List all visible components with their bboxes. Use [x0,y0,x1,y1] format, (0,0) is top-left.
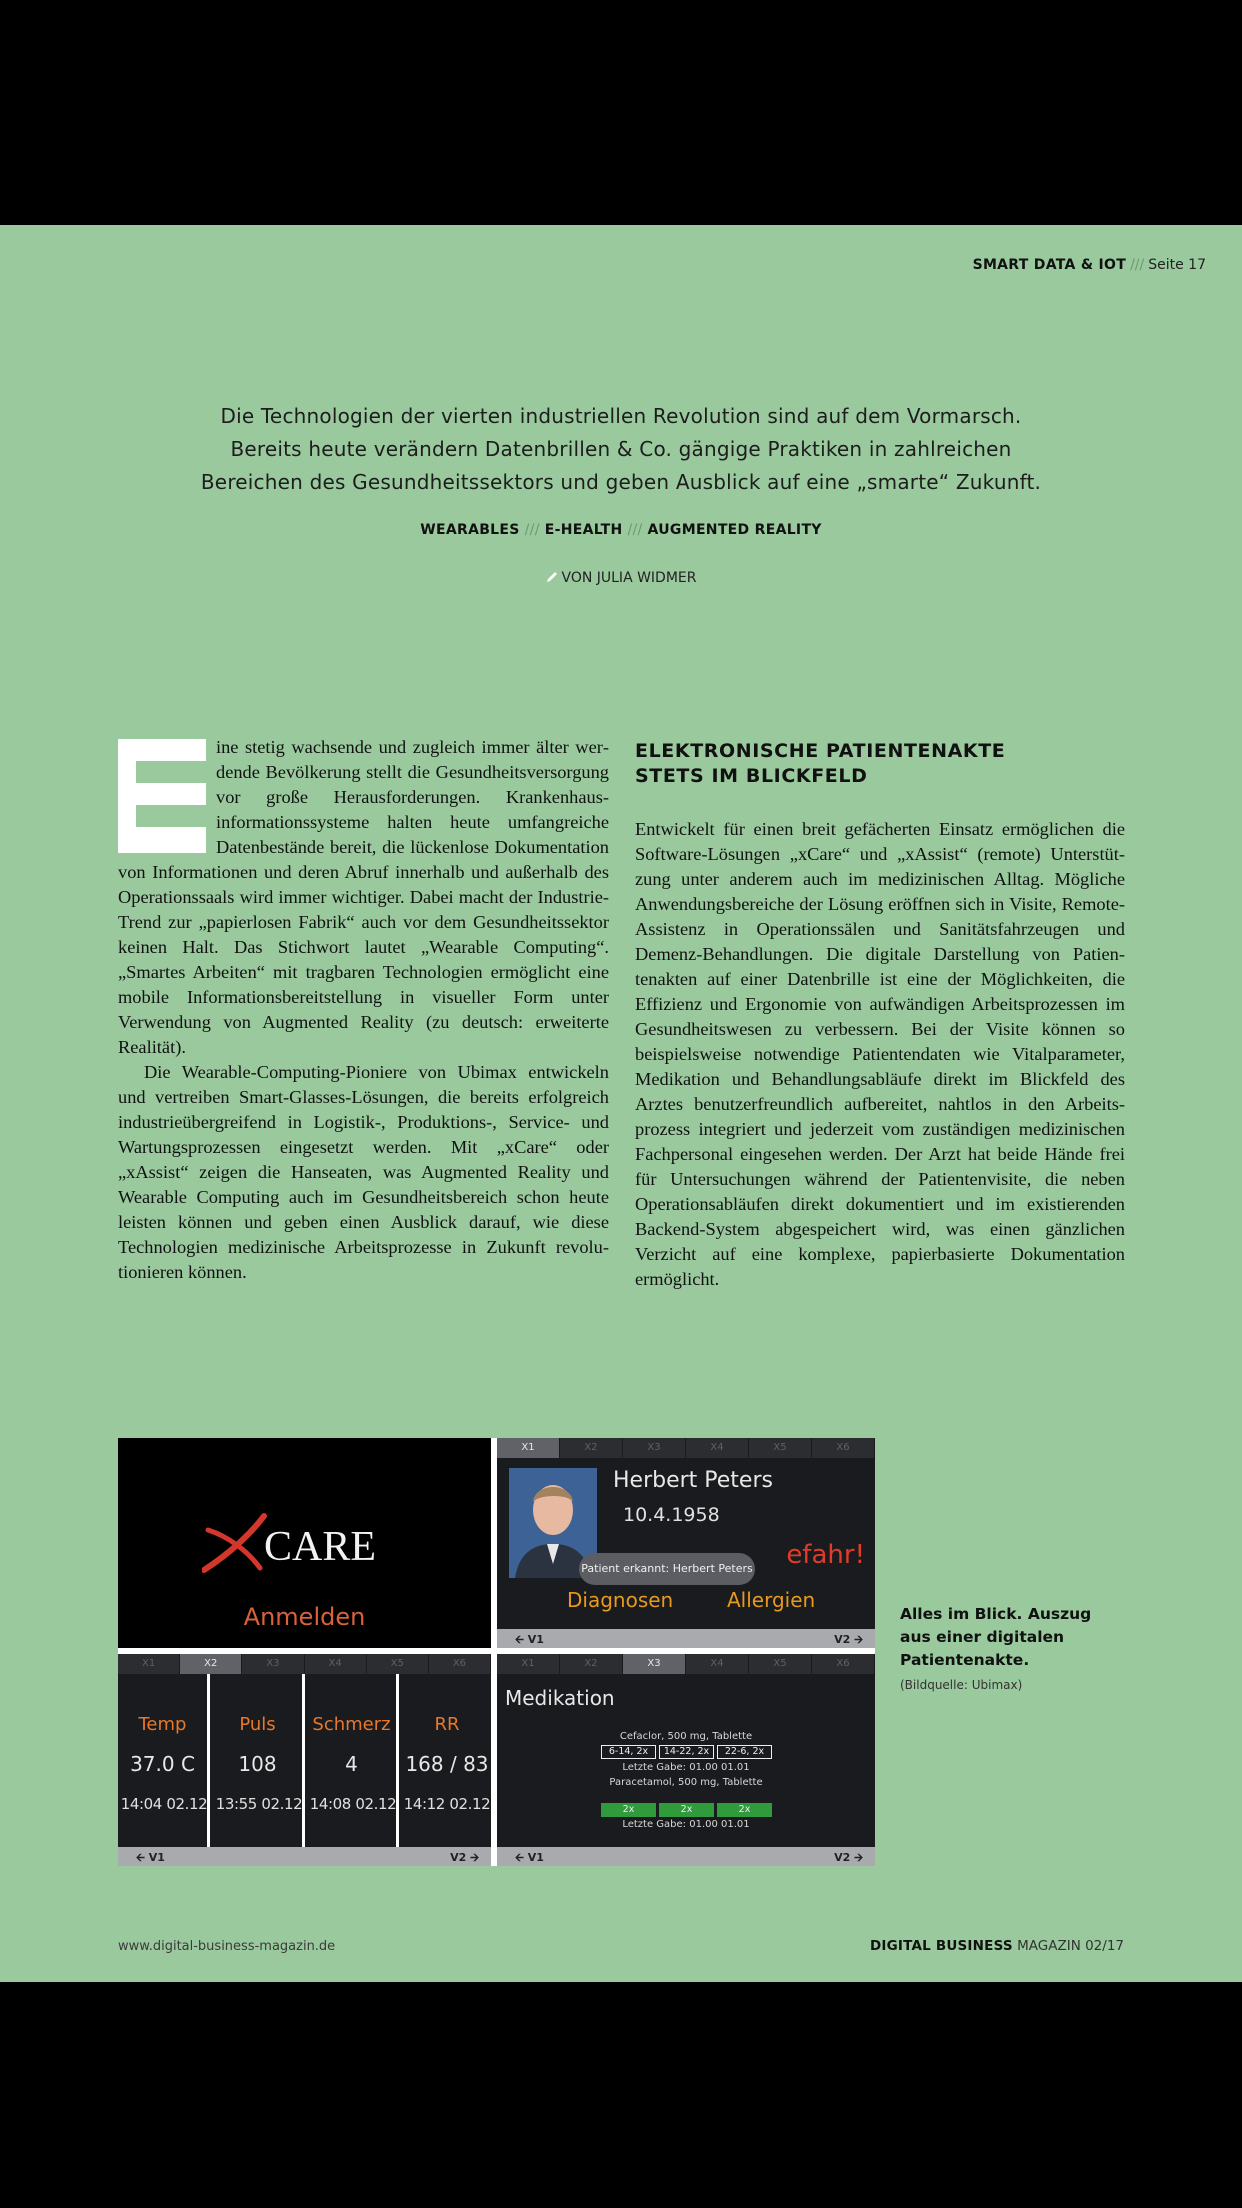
vital-value: 37.0 C [130,1752,195,1776]
tab-x2[interactable]: X2 [560,1438,623,1458]
screen-nav [497,1629,875,1648]
magazine-name: DIGITAL BUSINESS [870,1938,1013,1954]
medication-screen [497,1654,875,1866]
allergies-link[interactable]: Allergien [727,1588,816,1612]
tag: AUGMENTED REALITY [647,522,822,538]
page-number: Seite 17 [1148,257,1206,273]
paragraph: Die Wearable-Computing-Pioniere von Ubimax entwickeln und vertreiben Smart-Glasses-Lösungen, die bereits erfolgreich industrieübergreifend in Logistik-, Produktions-, Service- und Wartungsprozessen eingesetzt werden. Mit „xCare“ oder „xAssist“ zeigen die Hanseaten, was Augmented Reality und Wearable Computing auch im Gesundheitsbereich schon heute leisten können und geben einen Ausblick darauf, wie diese Technologien medizinische Arbeitsprozesse in Zukunft revolutionieren können. [118,1062,609,1282]
pencil-icon [545,570,559,584]
vital-label: RR [434,1714,460,1735]
dose-slot[interactable]: 14-22, 2x [659,1745,714,1759]
vital-time: 14:04 02.12 [120,1795,208,1813]
dose-slot[interactable]: 22-6, 2x [717,1745,772,1759]
intro-line: Bereichen des Gesundheitssektors und geben Ausblick auf eine „smarte“ Zukunft. [200,470,1042,494]
drug-name: Cefaclor, 500 mg, Tablette [619,1731,753,1742]
nav-next[interactable]: V2 🡪 [450,1851,479,1864]
author: VON JULIA WIDMER [561,570,697,586]
vital-label: Puls [239,1714,276,1735]
vital-value: 108 [238,1752,277,1776]
tab-x1[interactable]: X1 [497,1438,560,1458]
patient-screen [497,1438,875,1648]
vital-time: 14:08 02.12 [309,1795,397,1813]
intro-line: Die Technologien der vierten industriellen Revolution sind auf dem Vormarsch. [220,404,1022,428]
vital-value: 168 / 83 [405,1752,489,1776]
footer-url[interactable]: www.digital-business-magazin.de [118,1939,336,1954]
tab-x2[interactable]: X2 [560,1654,623,1674]
patient-dob: 10.4.1958 [623,1504,720,1526]
dose-slot-given[interactable]: 2x [659,1803,714,1817]
logo-text: CARE [264,1524,377,1570]
paragraph [118,735,609,1060]
tag: E-HEALTH [544,522,623,538]
issue-label: MAGAZIN 02/17 [1017,1938,1124,1954]
vital-time: 14:12 02.12 [403,1795,491,1813]
vital-value: 4 [345,1752,358,1776]
tab-x4[interactable]: X4 [305,1654,367,1674]
nav-next[interactable]: V2 🡪 [834,1851,863,1864]
screen-nav [118,1847,491,1866]
tab-x4[interactable]: X4 [686,1438,749,1458]
heading-line: ELEKTRONISCHE PATIENTENAKTE [635,740,1006,762]
patient-name: Herbert Peters [613,1468,773,1493]
heading-line: STETS IM BLICKFELD [635,765,868,787]
vital-pulse [213,1674,305,1847]
tab-x1[interactable]: X1 [118,1654,180,1674]
screen-tabs [497,1654,875,1674]
tab-x3[interactable]: X3 [623,1438,686,1458]
magazine-page [0,225,1242,1982]
tab-x3[interactable]: X3 [623,1654,686,1674]
drug-name: Paracetamol, 500 mg, Tablette [609,1777,763,1788]
drop-cap [118,739,206,853]
top-letterbox [0,0,1242,225]
login-button[interactable]: Anmelden [243,1603,366,1631]
bottom-letterbox [0,1982,1242,2208]
tab-x6[interactable]: X6 [812,1438,875,1458]
section-label: SMART DATA & IOT [972,257,1127,273]
image-credit: (Bildquelle: Ubimax) [900,1678,1023,1692]
section-heading [635,739,1125,789]
last-dose: Letzte Gabe: 01.00 01.01 [622,1819,750,1830]
login-screen [118,1438,491,1648]
tag: WEARABLES [420,522,520,538]
vital-temp [118,1674,210,1847]
tab-x2[interactable]: X2 [180,1654,242,1674]
patient-record-figure [118,1438,875,1866]
tab-x4[interactable]: X4 [686,1654,749,1674]
tab-x1[interactable]: X1 [497,1654,560,1674]
byline [0,570,1242,586]
tab-x5[interactable]: X5 [367,1654,429,1674]
dose-slot-given[interactable]: 2x [717,1803,772,1817]
topic-tags [0,522,1242,538]
intro-line: Bereits heute verändern Datenbrillen & Co. gängige Praktiken in zahlreichen [230,437,1012,461]
intro-teaser [150,400,1092,499]
vitals-screen [118,1654,491,1866]
diagnoses-link[interactable]: Diagnosen [567,1588,674,1612]
running-head [973,257,1206,273]
paragraph: Entwickelt für einen breit gefächerten Einsatz ermöglichen die Software-Lösungen „xCare“ und „xAssist“ (remote) Unterstützung unter anderem auch im medizinischen Alltag. Mögliche Anwendungsbereiche der Lösung eröffnen sich in Visite, Remote-Assistenz in Operationssälen und Sanitätsfahrzeugen und Demenz-Behandlungen. Die digitale Darstellung von Patientenakten auf einer Datenbrille ist eine der Möglichkeiten, die Effizienz und Ergonomie von aufwändigen Arbeitsprozessen im Gesundheitswesen zu verbessern. Bei der Visite können so beispielsweise notwendige Patientendaten wie Vitalparameter, Medikation und Behandlungsabläufe direkt im Blickfeld des Arztes benutzerfreundlich aufbereitet, nahtlos in den Arbeitsprozess integriert und jederzeit vom zuständigen medizinischen Fachpersonal eingesehen werden. Der Arzt hat beide Hände frei für Untersuchungen während der Patientenvisite, die neben Operationsabläufen direkt dokumentiert und im existierenden Backend-System abgespeichert wird, was einen gänzlichen Verzicht auf eine komplexe, papierbasierte Dokumentation ermöglicht. [635,819,1125,1289]
paragraph-text: ine stetig wachsende und zugleich immer älter werdende Bevölkerung stellt die Gesundheitsversorgung vor große Herausforderungen. Krankenhausinformationssysteme halten heute umfangreiche Datenbestände bereit, die lückenlose Dokumentation von Informationen und deren Abruf innerhalb und außerhalb des Operationssaals wird immer wichtiger. Dabei macht der Industrie-Trend zur „papierlosen Fabrik“ auch vor dem Gesundheitssektor keinen Halt. Das Stichwort lautet „Wearable Computing“. „Smartes Arbeiten“ mit tragbaren Technologien ermöglicht eine mobile Informationsbereitstellung in visueller Form unter Verwendung von Augmented Reality (zu deutsch: erweiterte Realität). [118,737,609,1057]
vital-label: Temp [138,1714,187,1735]
tab-x6[interactable]: X6 [812,1654,875,1674]
vital-rr [401,1674,491,1847]
vital-time: 13:55 02.12 [215,1795,303,1813]
screen-tabs [118,1654,491,1674]
tab-x5[interactable]: X5 [749,1654,812,1674]
nav-prev[interactable]: 🡨 V1 [515,1633,544,1646]
medication-title: Medikation [505,1686,615,1710]
vital-label: Schmerz [312,1714,391,1735]
nav-prev[interactable]: 🡨 V1 [136,1851,165,1864]
article-column-right [635,735,1125,1292]
screen-tabs [497,1438,875,1458]
tag-separator: /// [627,522,643,538]
screen-nav [497,1847,875,1866]
nav-prev[interactable]: 🡨 V1 [515,1851,544,1864]
recognition-toast: Patient erkannt: Herbert Peters [579,1553,755,1585]
tab-x3[interactable]: X3 [242,1654,304,1674]
warning-text: efahr! [786,1540,865,1570]
dose-slot-given[interactable]: 2x [601,1803,656,1817]
nav-next[interactable]: V2 🡪 [834,1633,863,1646]
vital-pain [307,1674,399,1847]
tab-x5[interactable]: X5 [749,1438,812,1458]
figure-caption: Alles im Blick. Auszug aus einer digitalen Patientenakte. [900,1605,1092,1669]
footer-magazine [870,1938,1124,1954]
tag-separator: /// [524,522,540,538]
dose-slot[interactable]: 6-14, 2x [601,1745,656,1759]
article-column-left [118,735,609,1285]
tab-x6[interactable]: X6 [429,1654,491,1674]
drop-cap-letter [118,739,206,853]
last-dose: Letzte Gabe: 01.00 01.01 [622,1762,750,1773]
separator: /// [1130,257,1145,273]
xcare-logo [202,1512,412,1574]
